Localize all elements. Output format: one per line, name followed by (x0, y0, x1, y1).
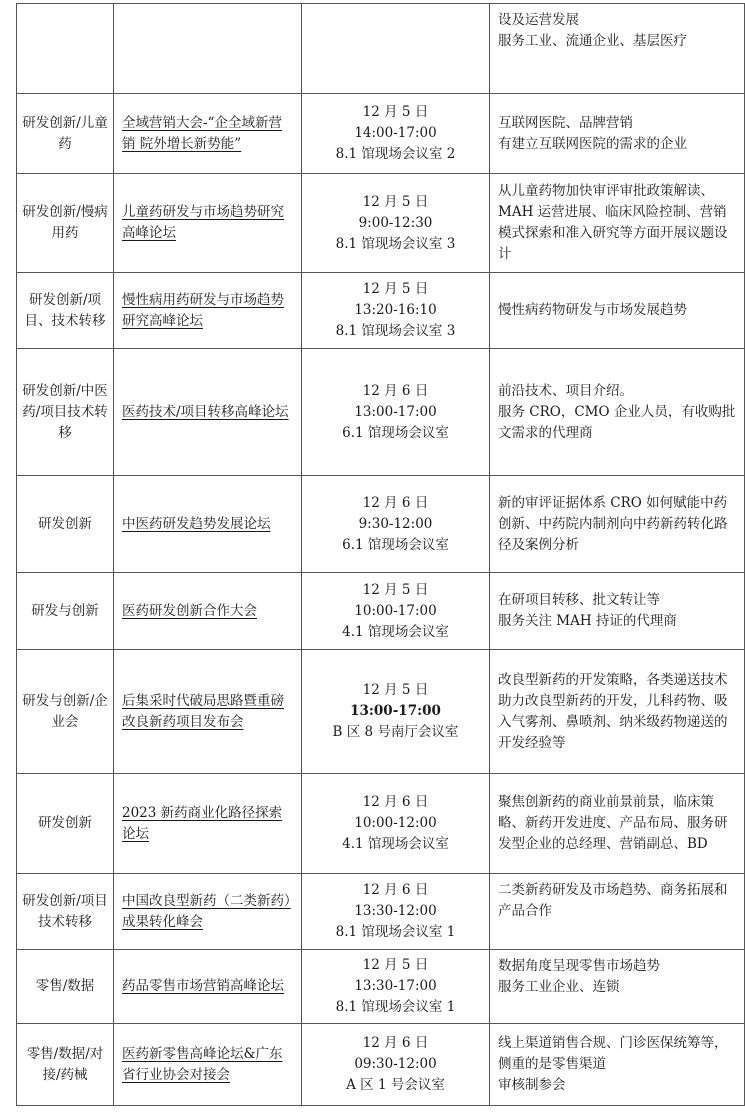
forum-title-link[interactable]: 医药新零售高峰论坛&广东省行业协会对接会 (122, 1045, 283, 1083)
forum-title-cell (114, 1024, 302, 1106)
date: 12 月 6 日 (362, 1035, 429, 1051)
table-row (17, 94, 745, 174)
date: 12 月 6 日 (362, 794, 429, 810)
forum-title-cell (114, 94, 302, 174)
description-cell (490, 573, 745, 650)
forum-title-cell (114, 950, 302, 1024)
date: 12 月 5 日 (362, 581, 429, 598)
table-row (17, 950, 745, 1024)
schedule-cell (302, 573, 490, 650)
table-row (17, 476, 745, 573)
forum-title-link[interactable]: 医药技术/项目转移高峰论坛 (122, 403, 289, 420)
date: 12 月 5 日 (362, 104, 429, 120)
description-cell (490, 950, 745, 1024)
forum-title-cell (114, 349, 302, 476)
date: 12 月 5 日 (362, 957, 429, 973)
table-row (17, 4, 745, 94)
table-row (17, 874, 745, 950)
venue: A 区 1 号会议室 (346, 1077, 445, 1093)
time: 9:30-12:00 (358, 515, 433, 532)
venue: 4.1 馆现场会议室 (342, 623, 449, 640)
time: 09:30-12:00 (354, 1056, 437, 1072)
category-cell: 研发创新/项目、技术转移 (17, 273, 114, 349)
forum-title-cell (114, 650, 302, 774)
category-cell: 研发创新/慢病用药 (17, 174, 114, 273)
time: 10:00-12:00 (354, 815, 437, 831)
forum-title-cell (114, 4, 302, 94)
schedule-cell (302, 174, 490, 273)
venue: 6.1 馆现场会议室 (342, 424, 449, 441)
description-line: 服务关注 MAH 持证的代理商 (498, 613, 677, 629)
category-cell: 研发创新/中医药/项目技术转移 (17, 349, 114, 476)
forum-title-cell (114, 774, 302, 874)
date: 12 月 6 日 (362, 882, 429, 898)
description-line: 聚焦创新药的商业前景前景，临床策略、新药开发进度、产品布局、服务研发型企业的总经理、营销副总、BD (498, 794, 728, 852)
description-line: 互联网医院、品牌营销 (498, 114, 633, 131)
forum-title-link[interactable]: 儿童药研发与市场趋势研究高峰论坛 (122, 204, 284, 241)
description-line: 前沿技术、项目介绍。 (498, 382, 633, 399)
schedule-cell (302, 273, 490, 349)
venue: 8.1 馆现场会议室 1 (335, 999, 456, 1015)
description-line: 改良型新药的开发策略，各类递送技术助力改良型新药的开发，儿科药物、吸入气雾剂、鼻喷剂、纳米级药物递送的开发经验等 (498, 671, 728, 751)
venue: 6.1 馆现场会议室 (342, 536, 449, 553)
date: 12 月 6 日 (362, 494, 429, 511)
forum-title-link[interactable]: 药品零售市场营销高峰论坛 (122, 978, 284, 994)
schedule-cell (302, 1024, 490, 1106)
schedule-cell (302, 874, 490, 950)
schedule-cell (302, 94, 490, 174)
forum-title-link[interactable]: 中医药研发趋势发展论坛 (122, 515, 271, 532)
forum-title-link[interactable]: 医药研发创新合作大会 (122, 602, 257, 619)
description-cell (490, 174, 745, 273)
time: 13:00-17:00 (350, 703, 441, 719)
venue: 8.1 馆现场会议室 2 (335, 146, 456, 162)
date: 12 月 6 日 (362, 382, 429, 399)
venue: 8.1 馆现场会议室 3 (335, 235, 456, 252)
table-row (17, 573, 745, 650)
table-row (17, 650, 745, 774)
forum-title-link[interactable]: 全域营销大会-“企全域新营销 院外增长新势能” (122, 114, 282, 152)
table-row (17, 174, 745, 273)
category-cell: 研发创新 (17, 774, 114, 874)
description-cell (490, 650, 745, 774)
forum-title-cell (114, 174, 302, 273)
forum-title-link[interactable]: 后集采时代破局思路暨重磅改良新药项目发布会 (122, 692, 284, 730)
description-line: 服务工业企业、连锁 (498, 979, 620, 995)
venue: 8.1 馆现场会议室 3 (335, 323, 456, 339)
forum-title-link[interactable]: 中国改良型新药（二类新药）成果转化峰会 (122, 892, 291, 930)
description-line: 有建立互联网医院的需求的企业 (498, 135, 687, 152)
time: 13:00-17:00 (354, 403, 437, 420)
description-cell (490, 273, 745, 349)
schedule-cell (302, 4, 490, 94)
description-line: 线上渠道销售合规、门诊医保统筹等，侧重的是零售渠道 (498, 1035, 728, 1072)
description-line: 从儿童药物加快审评审批政策解读、MAH 运营进展、临床风险控制、营销模式探索和准入研究等方面开展议题设计 (498, 183, 728, 262)
category-cell: 研发与创新/企业会 (17, 650, 114, 774)
table-row (17, 349, 745, 476)
category-cell: 零售/数据 (17, 950, 114, 1024)
description-line: 服务 CRO，CMO 企业人员，有收购批文需求的代理商 (498, 403, 736, 441)
forum-title-cell (114, 573, 302, 650)
schedule-cell (302, 650, 490, 774)
description-line: 数据角度呈现零售市场趋势 (498, 958, 660, 974)
description-cell (490, 774, 745, 874)
category-cell: 零售/数据/对接/药械 (17, 1024, 114, 1106)
date: 12 月 5 日 (362, 281, 429, 297)
forum-title-cell (114, 874, 302, 950)
forum-schedule-table (16, 3, 745, 1106)
description-line: 设及运营发展 (498, 12, 579, 28)
category-cell: 研发与创新 (17, 573, 114, 650)
description-line: 新的审评证据体系 CRO 如何赋能中药创新、中药院内制剂向中药新药转化路径及案例分析 (498, 494, 728, 553)
forum-title-cell (114, 476, 302, 573)
schedule-cell (302, 950, 490, 1024)
category-cell: 研发创新/儿童药 (17, 94, 114, 174)
venue: 8.1 馆现场会议室 1 (335, 924, 456, 940)
description-line: 审核制参会 (498, 1077, 566, 1093)
description-line: 二类新药研发及市场趋势、商务拓展和产品合作 (498, 882, 728, 919)
table-row (17, 273, 745, 349)
time: 13:20-16:10 (354, 302, 437, 318)
date: 12 月 5 日 (362, 682, 429, 698)
time: 13:30-17:00 (354, 978, 437, 994)
schedule-cell (302, 476, 490, 573)
time: 9:00-12:30 (358, 214, 433, 231)
forum-title-cell (114, 273, 302, 349)
description-cell (490, 874, 745, 950)
forum-title-link[interactable]: 2023 新药商业化路径探索论坛 (122, 804, 283, 842)
table-row (17, 1024, 745, 1106)
category-cell: 研发创新/项目技术转移 (17, 874, 114, 950)
schedule-cell (302, 774, 490, 874)
time: 13:30-12:00 (354, 903, 437, 919)
date: 12 月 5 日 (362, 193, 429, 210)
description-line: 服务工业、流通企业、基层医疗 (498, 33, 687, 49)
table-row (17, 774, 745, 874)
category-cell: 研发创新 (17, 476, 114, 573)
time: 14:00-17:00 (354, 125, 437, 141)
description-line: 在研项目转移、批文转让等 (498, 592, 660, 608)
description-cell (490, 476, 745, 573)
description-line: 慢性病药物研发与市场发展趋势 (498, 302, 687, 318)
category-cell (17, 4, 114, 94)
venue: 4.1 馆现场会议室 (342, 836, 449, 852)
description-cell (490, 94, 745, 174)
venue: B 区 8 号南厅会议室 (332, 724, 459, 740)
description-cell (490, 349, 745, 476)
schedule-cell (302, 349, 490, 476)
forum-title-link[interactable]: 慢性病用药研发与市场趋势研究高峰论坛 (122, 291, 284, 329)
time: 10:00-17:00 (354, 602, 437, 619)
description-cell (490, 4, 745, 94)
description-cell (490, 1024, 745, 1106)
